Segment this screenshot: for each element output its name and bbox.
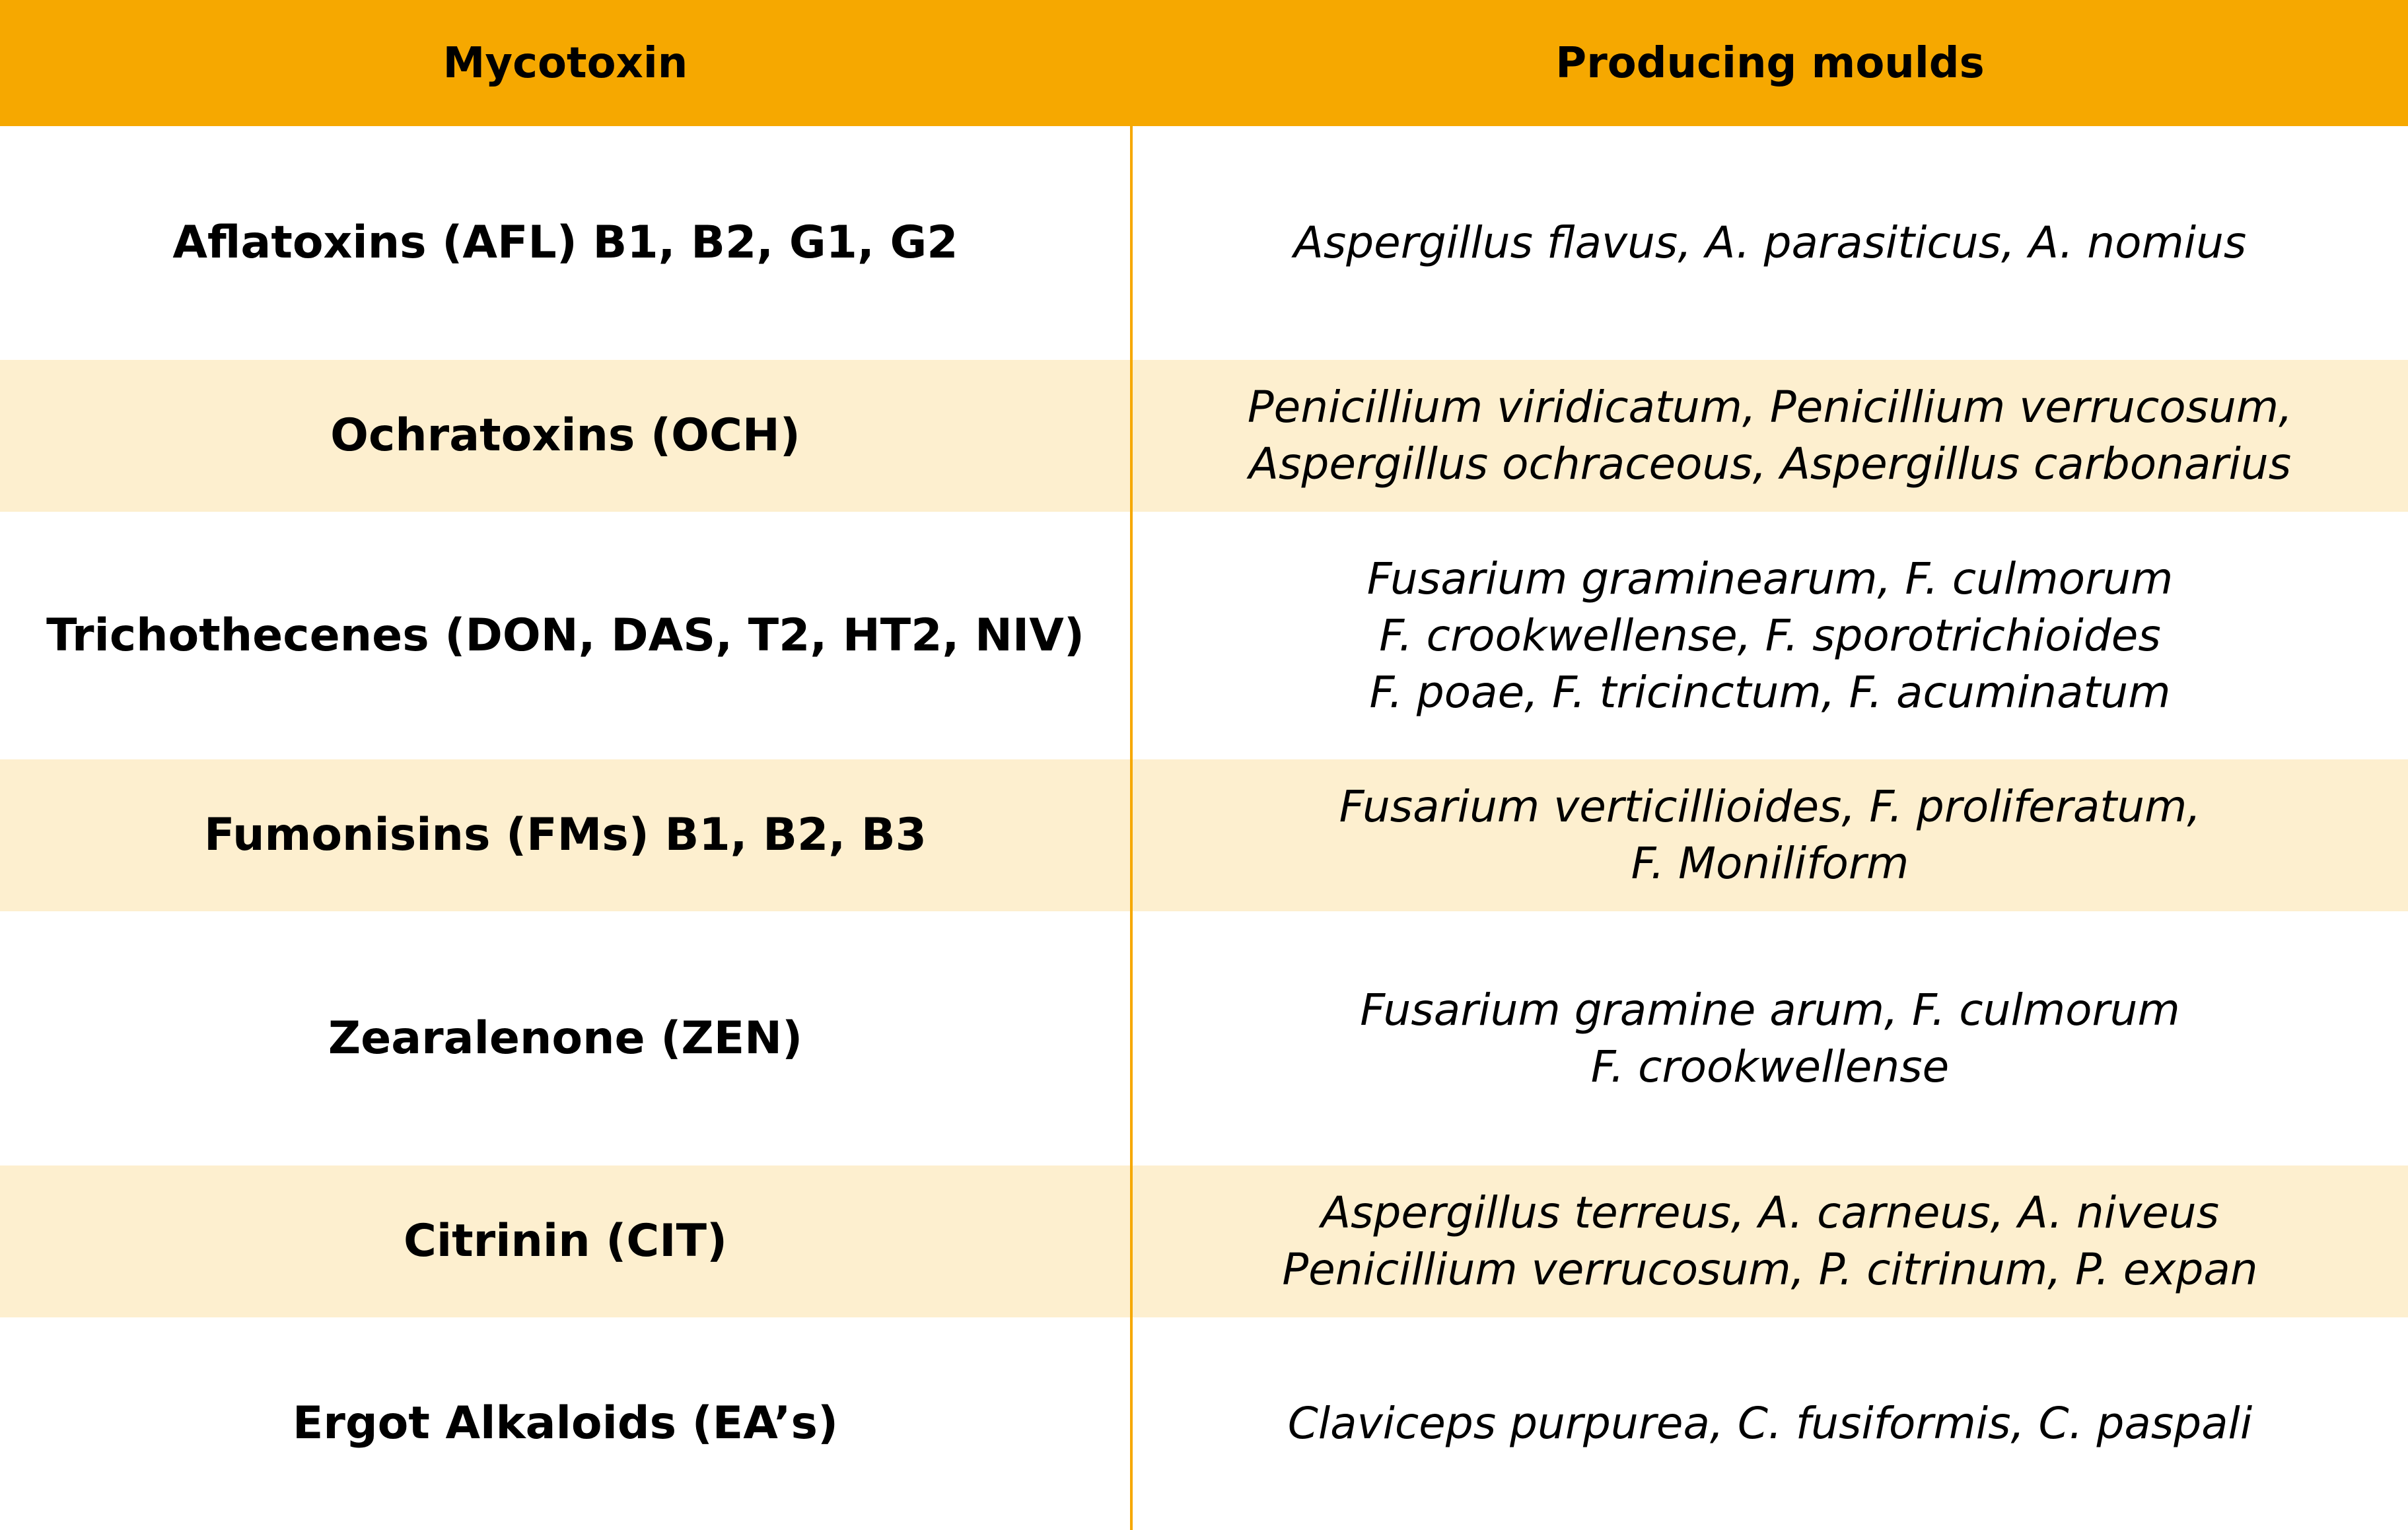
- toxin-name: Ochratoxins (OCH): [330, 409, 800, 462]
- table-row: [0, 126, 2408, 360]
- header-mycotoxin: Mycotoxin: [443, 38, 688, 88]
- column-divider: [1130, 126, 1133, 1530]
- toxin-name: Zearalenone (ZEN): [328, 1012, 803, 1064]
- moulds-text: Aspergillus terreus, A. carneus, A. niveus Penicillium verrucosum, P. citrinum, P. expan: [1282, 1187, 2258, 1295]
- table-row: [0, 759, 2408, 911]
- moulds-text: Fusarium gramine arum, F. culmorum F. crookwellense: [1360, 984, 2180, 1092]
- table-row: [0, 1165, 2408, 1317]
- moulds-cell: [1132, 759, 2408, 911]
- toxin-cell: [0, 126, 1131, 360]
- moulds-cell: [1132, 126, 2408, 360]
- moulds-text: Penicillium viridicatum, Penicillium verrucosum, Aspergillus ochraceous, Aspergillus carbonarius: [1247, 382, 2293, 489]
- table-row: [0, 911, 2408, 1165]
- header-producing-moulds: Producing moulds: [1555, 38, 1985, 88]
- toxin-name: Trichothecenes (DON, DAS, T2, HT2, NIV): [46, 609, 1084, 662]
- moulds-cell: [1132, 1165, 2408, 1317]
- toxin-cell: [0, 512, 1131, 759]
- table-row: [0, 1317, 2408, 1530]
- toxin-cell: [0, 1317, 1131, 1530]
- moulds-text: Fusarium graminearum, F. culmorum F. crookwellense, F. sporotrichioides F. poae, F. tricinctum, F. acuminatum: [1366, 553, 2174, 718]
- moulds-cell: [1132, 1317, 2408, 1530]
- moulds-text: Aspergillus flavus, A. parasiticus, A. nomius: [1293, 217, 2247, 268]
- table-row: [0, 360, 2408, 512]
- moulds-cell: [1132, 911, 2408, 1165]
- table-row: [0, 512, 2408, 759]
- toxin-name: Fumonisins (FMs) B1, B2, B3: [204, 809, 927, 862]
- toxin-cell: [0, 911, 1131, 1165]
- toxin-cell: [0, 759, 1131, 911]
- toxin-cell: [0, 360, 1131, 512]
- moulds-text: Claviceps purpurea, C. fusiformis, C. paspali: [1287, 1398, 2253, 1449]
- toxin-name: Aflatoxins (AFL) B1, B2, G1, G2: [172, 217, 958, 269]
- toxin-cell: [0, 1165, 1131, 1317]
- moulds-cell: [1132, 360, 2408, 512]
- toxin-name: Ergot Alkaloids (EA’s): [292, 1397, 839, 1450]
- moulds-text: Fusarium verticillioides, F. proliferatum, F. Moniliform: [1339, 781, 2201, 889]
- moulds-cell: [1132, 512, 2408, 759]
- table-header: [0, 0, 2408, 126]
- toxin-name: Citrinin (CIT): [403, 1215, 728, 1268]
